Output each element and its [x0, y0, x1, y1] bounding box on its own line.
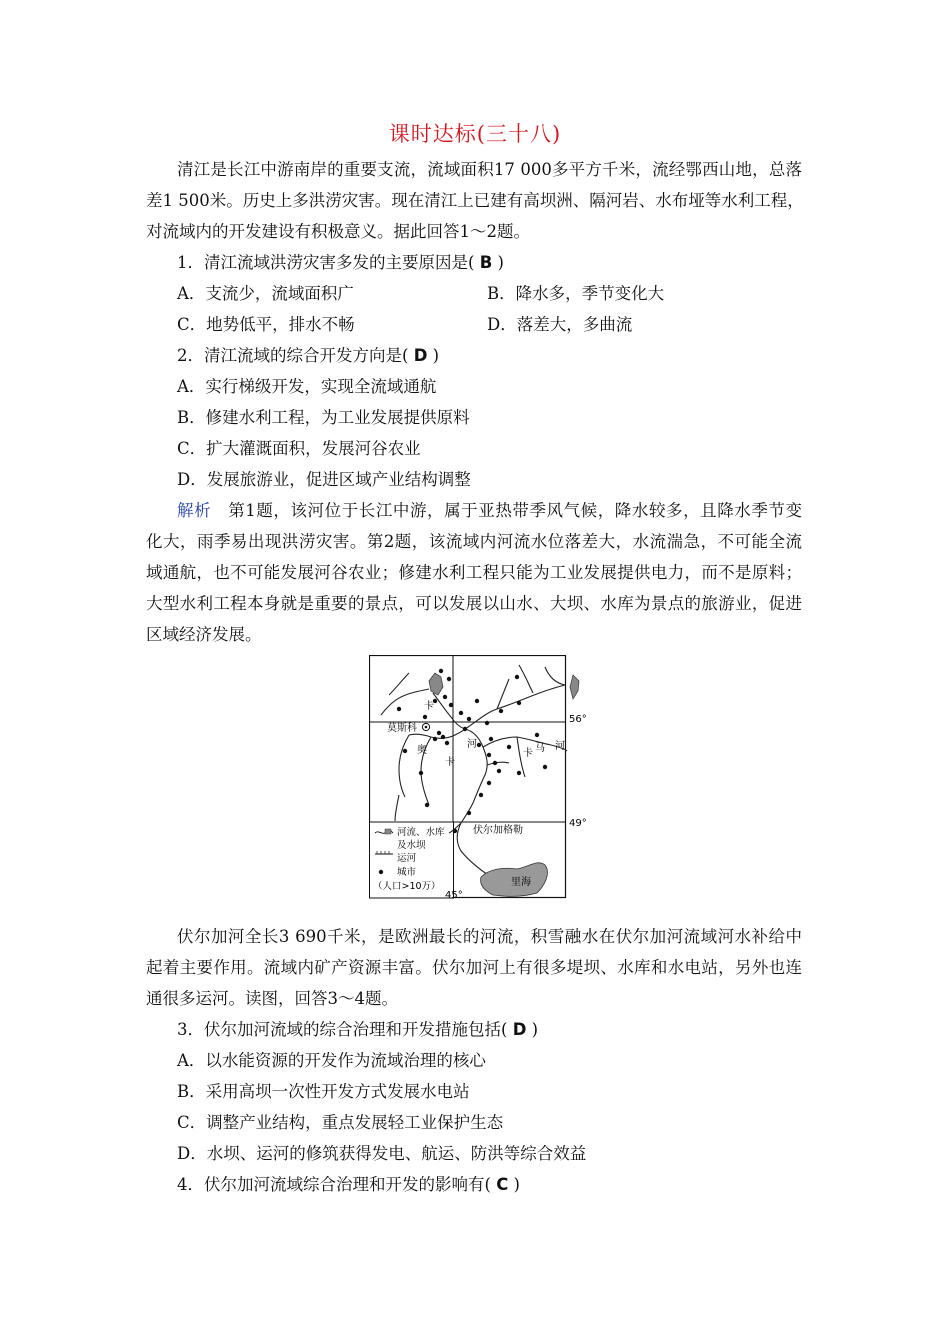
- q2-option-d: D．发展旅游业，促进区域产业结构调整: [177, 470, 471, 489]
- river-label-3: 奥: [417, 745, 427, 756]
- question-1-answer: B: [479, 253, 493, 272]
- longitude-45-label: 45°: [445, 890, 463, 900]
- analysis-label: 解析: [177, 501, 212, 520]
- question-1-text: 1．清江流域洪涝灾害多发的主要原因是(: [177, 253, 475, 272]
- question-3-close: ): [531, 1020, 539, 1039]
- question-4-close: ): [513, 1175, 520, 1194]
- q3-option-c: C．调整产业结构，重点发展轻工业保护生态: [177, 1113, 504, 1132]
- legend-reservoir-symbol: [385, 829, 391, 834]
- question-2-text: 2．清江流域的综合开发方向是(: [177, 346, 409, 365]
- river-label-1: 卡: [424, 701, 434, 712]
- river-label-5: 卡: [523, 748, 533, 759]
- analysis-text-1: 第1题，该河位于长江中游，属于亚热带季风气候，降水较多，且降水季节变: [227, 501, 802, 520]
- question-2-stem: [177, 346, 439, 366]
- question-4-text: 4．伏尔加河流域综合治理和开发的影响有(: [177, 1175, 491, 1194]
- analysis-line-5: 区域经济发展。: [146, 625, 262, 644]
- latitude-49-label: 49°: [569, 818, 587, 829]
- q2-option-b: B．修建水利工程，为工业发展提供原料: [177, 408, 470, 427]
- legend-city-symbol: [379, 870, 383, 874]
- question-4-stem: [177, 1175, 520, 1195]
- legend-canal-label: 运河: [397, 853, 417, 864]
- reservoir-northeast: [570, 675, 579, 699]
- river-label-4: 卡: [445, 757, 455, 768]
- analysis-line-2: 化大，雨季易出现洪涝灾害。第2题，该流域内河流水位落差大，水流湍急，不可能全流: [146, 532, 802, 551]
- q3-option-a: A．以水能资源的开发作为流域治理的核心: [177, 1051, 486, 1070]
- river-label-2: 河: [467, 739, 477, 750]
- question-3-stem: [177, 1020, 538, 1040]
- passage2-line-2: 起着主要作用。流域内矿产资源丰富。伏尔加河上有很多堤坝、水库和水电站，另外也连: [146, 958, 802, 977]
- legend-population-label: （人口>10万）: [373, 881, 441, 892]
- passage1-line-3: 对流域内的开发建设有积极意义。据此回答1～2题。: [146, 222, 530, 241]
- question-3-text: 3．伏尔加河流域的综合治理和开发措施包括(: [177, 1020, 508, 1039]
- q2-option-c: C．扩大灌溉面积，发展河谷农业: [177, 439, 421, 458]
- latitude-56-label: 56°: [569, 714, 587, 725]
- question-2-answer: D: [413, 346, 428, 365]
- analysis-line-3: 域通航，也不可能发展河谷农业；修建水利工程只能为工业发展提供电力，而不是原料；: [146, 563, 802, 582]
- q1-option-b: B．降水多，季节变化大: [487, 284, 665, 303]
- q1-option-a: A．支流少，流域面积广: [177, 284, 354, 303]
- moscow-label: 莫斯科: [387, 723, 417, 734]
- q1-option-d: D．落差大，多曲流: [487, 315, 633, 334]
- q1-option-c: C．地势低平，排水不畅: [177, 315, 355, 334]
- question-3-answer: D: [512, 1020, 527, 1039]
- question-1-stem: [177, 253, 504, 273]
- passage2-line-3: 通很多运河。读图，回答3～4题。: [146, 989, 398, 1008]
- caspian-label: 里海: [511, 877, 531, 888]
- legend-river-label: 河流、水库: [397, 827, 445, 838]
- q3-option-d: D．水坝、运河的修筑获得发电、航运、防洪等综合效益: [177, 1144, 587, 1163]
- question-2-close: ): [432, 346, 440, 365]
- river-label-6: 马: [535, 743, 545, 754]
- moscow-marker-center: [425, 726, 428, 729]
- q3-option-b: B．采用高坝一次性开发方式发展水电站: [177, 1082, 470, 1101]
- river-label-7: 河: [555, 741, 565, 752]
- passage1-line-2: 差1 500米。历史上多洪涝灾害。现在清江上已建有高坝洲、隔河岩、水布垭等水利工程，: [146, 191, 804, 210]
- volga-basin-map: [369, 655, 600, 900]
- q2-option-a: A．实行梯级开发，实现全流域通航: [177, 377, 437, 396]
- analysis-line-4: 大型水利工程本身就是重要的景点，可以发展以山水、大坝、水库为景点的旅游业，促进: [146, 594, 802, 613]
- legend-city-label: 城市: [397, 867, 417, 878]
- legend-dam-label: 及水坝: [397, 840, 426, 851]
- question-4-answer: C: [496, 1175, 509, 1194]
- passage2-line-1: 伏尔加河全长3 690千米，是欧洲最长的河流，积雪融水在伏尔加河流域河水补给中: [177, 927, 802, 946]
- volgograd-label: 伏尔加格勒: [473, 825, 523, 836]
- question-1-close: ): [497, 253, 504, 272]
- analysis-line-1: [177, 501, 802, 521]
- page-title: 课时达标(三十八): [388, 122, 562, 146]
- passage1-line-1: 清江是长江中游南岸的重要支流，流域面积17 000多平方千米，流经鄂西山地，总落: [177, 160, 802, 179]
